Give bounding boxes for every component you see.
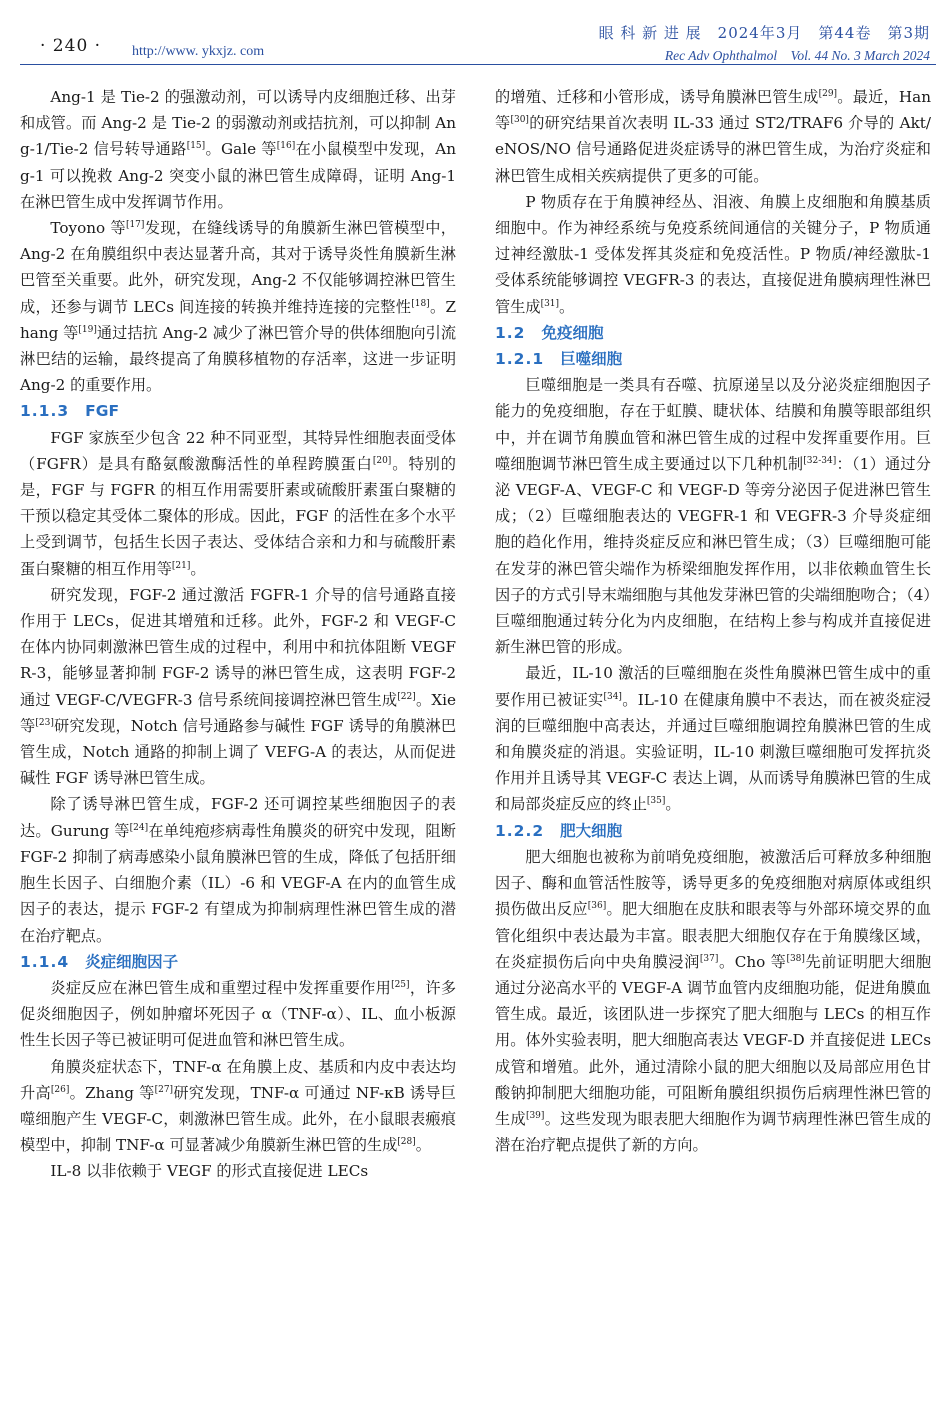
text-run: 。肥大细胞在皮肤和眼表等与外部环境交界的血管化组织中表达最为丰富。眼表肥大细胞仅存在于角膜缘区域，在炎症损伤后向中央角膜浸润	[495, 900, 932, 971]
body-paragraph	[20, 582, 456, 792]
section-heading	[20, 949, 456, 975]
text-run: 。IL-10 在健康角膜中不表达，而在被炎症浸润的巨噬细胞中高表达，并通过巨噬细胞调控角膜淋巴管的生成和角膜炎症的消退。实验证明，IL-10 刺激巨噬细胞可发挥抗炎作用并且诱导其 VEGF-C 表达上调，从而诱导角膜淋巴管的生成和局部炎症反应的终止	[495, 690, 931, 814]
text-run: 通过拮抗 Ang-2 减少了淋巴管介导的供体细胞向引流淋巴结的运输，最终提高了角膜移植物的存活率，这进一步证明 Ang-2 的重要作用。	[20, 323, 457, 395]
citation-ref[interactable]: [23]	[35, 717, 54, 728]
body-paragraph	[20, 84, 456, 215]
text-run: 在小鼠模型中发现，Ang-1 可以挽救 Ang-2 突变小鼠的淋巴管生成障碍，证明 Ang-1 在淋巴管生成中发挥调节作用。	[20, 140, 456, 211]
text-run: 除了诱导淋巴管生成，FGF-2 还可调控某些细胞因子的表达。Gurung 等	[20, 795, 456, 840]
body-paragraph	[495, 844, 931, 1158]
text-run: 。最近，Han 等	[495, 88, 931, 133]
text-run: 发现，在缝线诱导的角膜新生淋巴管模型中，Ang-2 在角膜组织中表达显著升高，其对于诱导炎性角膜新生淋巴管至关重要。此外，研究发现，Ang-2 不仅能够调控淋巴管生成，还参与调节 LECs 间连接的转换并维持连接的完整性	[20, 219, 456, 316]
body-paragraph	[20, 1158, 456, 1184]
citation-ref[interactable]: [26]	[50, 1084, 70, 1095]
section-heading	[495, 818, 931, 844]
citation-ref[interactable]: [18]	[411, 298, 430, 309]
citation-ref[interactable]: [15]	[186, 141, 206, 152]
body-paragraph	[495, 84, 931, 189]
section-heading	[495, 320, 931, 346]
body-paragraph	[20, 215, 456, 398]
citation-ref[interactable]: [22]	[397, 691, 416, 702]
text-run: Toyono 等	[50, 219, 126, 238]
left-column	[20, 84, 456, 1185]
section-number: 1.2.1	[495, 350, 545, 369]
section-number: 1.2	[495, 323, 526, 342]
citation-ref[interactable]: [25]	[391, 979, 410, 990]
text-run: 。	[415, 1136, 431, 1155]
section-title: 免疫细胞	[541, 323, 604, 342]
body-paragraph	[20, 975, 456, 1054]
citation-ref[interactable]: [31]	[540, 298, 560, 309]
citation-ref[interactable]: [21]	[171, 560, 191, 571]
body-paragraph	[495, 372, 931, 660]
section-title: 肥大细胞	[560, 821, 623, 840]
text-run: 。Zhang 等	[69, 1083, 155, 1102]
text-run: 。Zhang 等	[20, 297, 456, 342]
text-run: IL-8 以非依赖于 VEGF 的形式直接促进 LECs	[50, 1162, 369, 1181]
section-number: 1.1.3	[20, 402, 70, 421]
citation-ref[interactable]: [37]	[699, 953, 719, 964]
text-run: 。	[559, 297, 575, 316]
citation-ref[interactable]: [17]	[125, 219, 145, 230]
citation-ref[interactable]: [24]	[129, 822, 149, 833]
text-run: 。Gale 等	[205, 140, 277, 159]
text-run: 炎症反应在淋巴管生成和重塑过程中发挥重要作用	[50, 978, 392, 997]
journal-url[interactable]: http://www. ykxjz. com	[132, 44, 265, 59]
right-column	[495, 84, 931, 1158]
body-paragraph	[20, 791, 456, 948]
text-run: ：（1）通过分泌 VEGF-A、VEGF-C 和 VEGF-D 等旁分泌因子促进淋巴管生成；（2）巨噬细胞表达的 VEGFR-1 和 VEGFR-3 介导炎症细胞的趋化作用，维持炎症反应和淋巴管生成；（3）巨噬细胞可能在发芽的淋巴管尖端作为桥梁细胞发挥作用，以非依赖血管生长因子的方式引导末端细胞与其他发芽淋巴管的尖端细胞吻合；（4）巨噬细胞通过转分化为内皮细胞，在结构上参与构成并直接促进新生淋巴管的形成。	[495, 454, 931, 657]
text-run: 的研究结果首次表明 IL-33 通过 ST2/TRAF6 介导的 Akt/eNOS/NO 信号通路促进炎症诱导的淋巴管生成，为治疗炎症和淋巴管生成相关疾病提供了更多的可能。	[495, 114, 931, 185]
citation-ref[interactable]: [28]	[397, 1137, 416, 1148]
text-run: 巨噬细胞是一类具有吞噬、抗原递呈以及分泌炎症细胞因子能力的免疫细胞，存在于虹膜、睫状体、结膜和角膜等眼部组织中，并在调节角膜血管和淋巴管生成的过程中发挥重要作用。巨噬细胞调节淋巴管生成主要通过以下几种机制	[495, 376, 931, 473]
section-number: 1.2.2	[495, 821, 545, 840]
citation-ref[interactable]: [32-34]	[803, 455, 837, 466]
header-divider	[20, 64, 936, 65]
section-heading	[495, 346, 931, 372]
citation-ref[interactable]: [30]	[510, 115, 529, 126]
journal-title-en: Rec Adv Ophthalmol Vol. 44 No. 3 March 2024	[664, 48, 930, 63]
text-run: 研究发现，FGF-2 通过激活 FGFR-1 介导的信号通路直接作用于 LECs，促进其增殖和迁移。此外，FGF-2 和 VEGF-C 在体内协同刺激淋巴管生成的过程中，利用中和抗体阻断 VEGFR-3，能够显著抑制 FGF-2 诱导的淋巴管生成，这表明 FGF-2 通过 VEGF-C/VEGFR-3 信号系统间接调控淋巴管生成	[20, 585, 456, 709]
citation-ref[interactable]: [27]	[154, 1084, 174, 1095]
citation-ref[interactable]: [38]	[786, 953, 805, 964]
text-run: 。Cho 等	[718, 952, 787, 971]
citation-ref[interactable]: [39]	[525, 1110, 545, 1121]
text-run: 在单纯疱疹病毒性角膜炎的研究中发现，阻断 FGF-2 抑制了病毒感染小鼠角膜淋巴管的生成，降低了包括肝细胞生长因子、白细胞介素（IL）-6 和 VEGF-A 在内的血管生成因子的表达，提示 FGF-2 有望成为抑制病理性淋巴管生成的潜在治疗靶点。	[20, 821, 456, 945]
citation-ref[interactable]: [19]	[78, 324, 97, 335]
section-heading	[20, 398, 456, 424]
text-run: 。	[665, 795, 681, 814]
text-run: FGF 家族至少包含 22 种不同亚型，其特异性细胞表面受体（FGFR）是具有酪氨酸激酶活性的单程跨膜蛋白	[20, 428, 456, 473]
citation-ref[interactable]: [36]	[587, 901, 607, 912]
text-run: P 物质存在于角膜神经丛、泪液、角膜上皮细胞和角膜基质细胞中。作为神经系统与免疫系统间通信的关键分子，P 物质通过神经激肽-1 受体发挥其炎症和免疫活性。P 物质/神经激肽-1 受体系统能够调控 VEGFR-3 的表达，直接促进角膜病理性淋巴管生成	[495, 192, 931, 316]
body-paragraph	[20, 1054, 456, 1159]
text-run: 先前证明肥大细胞通过分泌高水平的 VEGF-A 调节血管内皮细胞功能，促进角膜血管生成。最近，该团队进一步探究了肥大细胞与 LECs 的相互作用。体外实验表明，肥大细胞高表达 VEGF-D 并直接促进 LECs 成管和增殖。此外，通过清除小鼠的肥大细胞以及局部应用色甘酸钠抑制肥大细胞功能，可阻断角膜组织损伤后病理性淋巴管的生成	[495, 952, 932, 1128]
citation-ref[interactable]: [29]	[818, 88, 838, 99]
page-header	[0, 0, 950, 62]
text-run: Ang-1 是 Tie-2 的强激动剂，可以诱导内皮细胞迁移、出芽和成管。而 Ang-2 是 Tie-2 的弱激动剂或拮抗剂，可以抑制 Ang-1/Tie-2 信号转导通路	[20, 88, 456, 159]
text-run: 。Xie 等	[20, 690, 456, 735]
journal-title-cn: 眼 科 新 进 展 2024年3月 第44卷 第3期	[598, 24, 930, 42]
citation-ref[interactable]: [20]	[372, 455, 392, 466]
body-paragraph	[495, 660, 931, 817]
text-run: ，许多促炎细胞因子，例如肿瘤坏死因子 α（TNF-α）、IL、血小板源性生长因子等已被证明可促进血管和淋巴管生成。	[20, 978, 457, 1050]
citation-ref[interactable]: [35]	[646, 796, 666, 807]
text-run: 角膜炎症状态下，TNF-α 在角膜上皮、基质和内皮中表达均升高	[20, 1057, 456, 1102]
text-run: 。	[190, 559, 206, 578]
body-paragraph	[20, 425, 456, 582]
section-number: 1.1.4	[20, 952, 70, 971]
body-paragraph	[495, 189, 931, 320]
text-run: 。特别的是，FGF 与 FGFR 的相互作用需要肝素或硫酸肝素蛋白聚糖的干预以稳定其受体二聚体的形成。因此，FGF 的活性在多个水平上受到调节，包括生长因子表达、受体结合亲和力和与硫酸肝素蛋白聚糖的相互作用等	[20, 454, 456, 578]
citation-ref[interactable]: [34]	[603, 691, 622, 702]
page-number: · 240 ·	[40, 36, 102, 56]
section-title: 巨噬细胞	[560, 350, 623, 369]
citation-ref[interactable]: [16]	[276, 141, 296, 152]
section-title: FGF	[85, 402, 120, 421]
section-title: 炎症细胞因子	[85, 952, 179, 971]
text-run: 。这些发现为眼表肥大细胞作为调节病理性淋巴管生成的潜在治疗靶点提供了新的方向。	[495, 1109, 932, 1155]
text-run: 研究发现，TNF-α 可通过 NF-κB 诱导巨噬细胞产生 VEGF-C，刺激淋巴管生成。此外，在小鼠眼表瘢痕模型中，抑制 TNF-α 可显著减少角膜新生淋巴管的生成	[20, 1083, 456, 1155]
text-run: 肥大细胞也被称为前哨免疫细胞，被激活后可释放多种细胞因子、酶和血管活性胺等，诱导更多的免疫细胞对病原体或组织损伤做出反应	[495, 847, 931, 919]
text-run: 的增殖、迁移和小管形成，诱导角膜淋巴管生成	[495, 88, 819, 106]
text-run: 研究发现，Notch 信号通路参与碱性 FGF 诱导的角膜淋巴管生成，Notch 通路的抑制上调了 VEFG-A 的表达，从而促进碱性 FGF 诱导淋巴管生成。	[20, 716, 457, 788]
text-run: 最近，IL-10 激活的巨噬细胞在炎性角膜淋巴管生成中的重要作用已被证实	[495, 664, 931, 709]
